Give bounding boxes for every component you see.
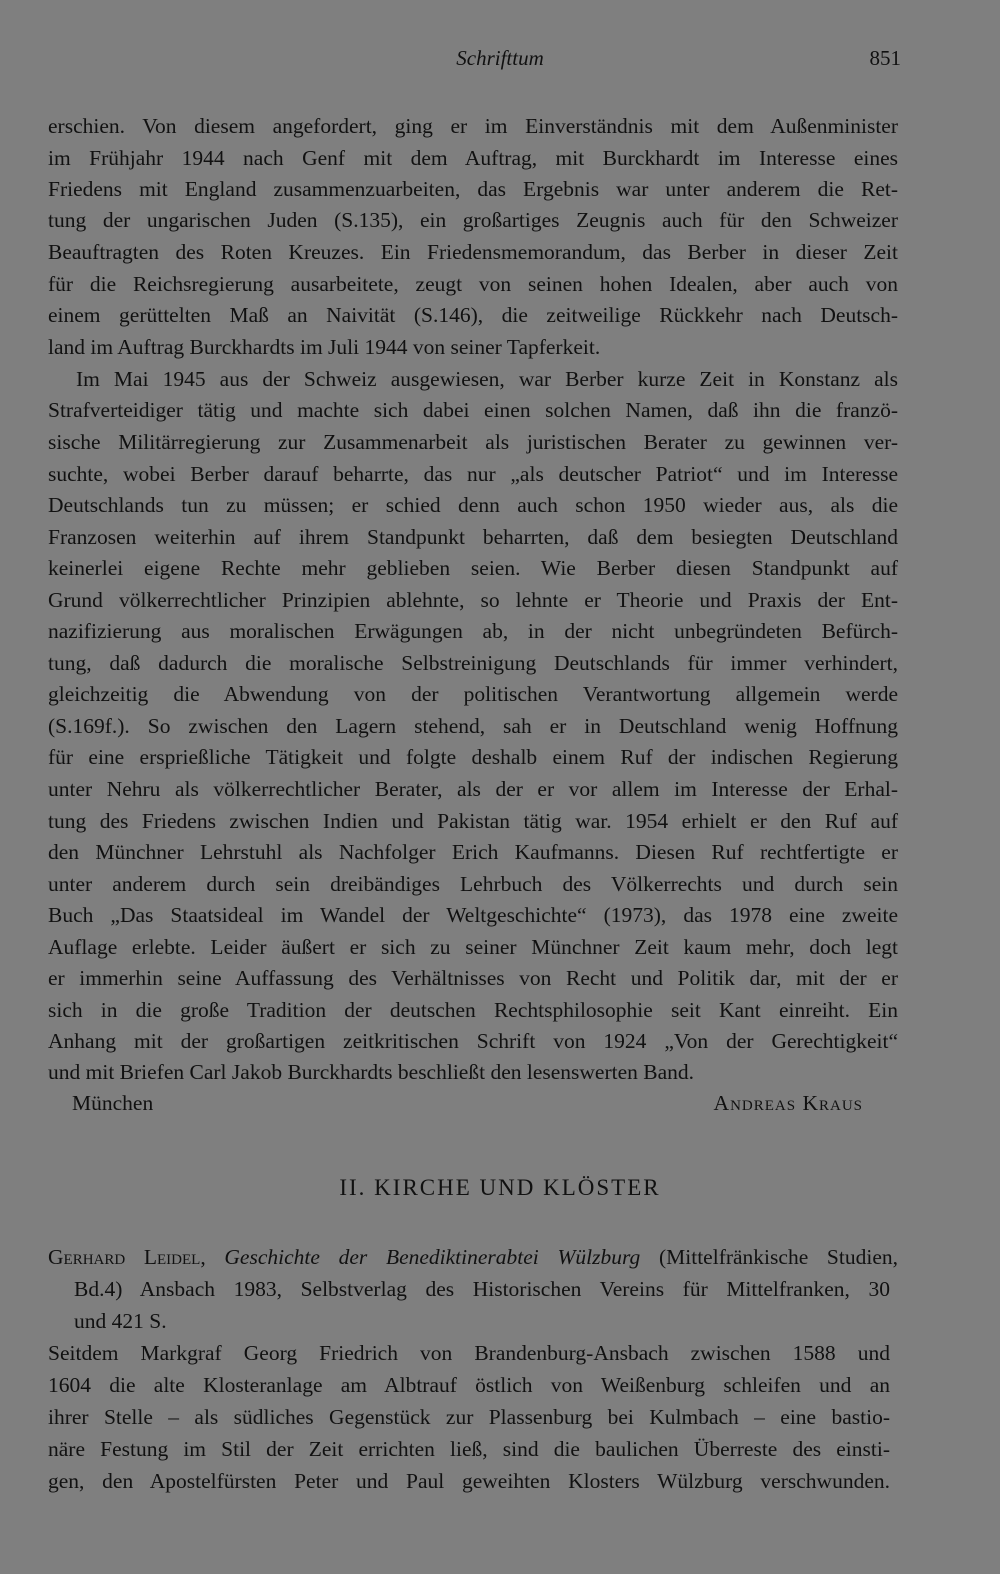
text-line: erschien. Von diesem angefordert, ging er im Einverständnis mit dem Außenminister — [48, 114, 898, 138]
cited-series: (Mittelfränkische Studien, — [658, 1245, 898, 1269]
text-line: Auflage erlebte. Leider äußert er sich zu seiner Münchner Zeit kaum mehr, doch legt — [48, 935, 898, 959]
text-line: Im Mai 1945 aus der Schweiz ausgewiesen, war Berber kurze Zeit in Konstanz als — [76, 367, 898, 391]
text-line: Buch „Das Staatsideal im Wandel der Weltgeschichte“ (1973), das 1978 eine zweite — [48, 903, 898, 927]
text-line: Beauftragten des Roten Kreuzes. Ein Friedensmemorandum, das Berber in dieser Zeit — [48, 240, 898, 264]
review-place: München — [72, 1091, 154, 1115]
page-number: 851 — [869, 46, 901, 70]
text-line: Anhang mit der großartigen zeitkritischen Schrift von 1924 „Von der Gerechtigkeit“ — [48, 1029, 898, 1053]
text-line: (S.169f.). So zwischen den Lagern stehend, sah er in Deutschland wenig Hoffnung — [48, 714, 898, 738]
cited-author: Gerhard Leidel, — [48, 1245, 206, 1269]
text-line: gleichzeitig die Abwendung von der politischen Verantwortung allgemein werde — [48, 682, 898, 706]
text-line: tung der ungarischen Juden (S.135), ein großartiges Zeugnis auch für den Schweizer — [48, 208, 898, 232]
text-line: unter Nehru als völkerrechtlicher Berater, als der er vor allem im Interesse der Erhal- — [48, 777, 898, 801]
text-line: Grund völkerrechtlicher Prinzipien ablehnte, so lehnte er Theorie und Praxis der Ent- — [48, 588, 898, 612]
text-line: Deutschlands tun zu müssen; er schied denn auch schon 1950 wieder aus, als die — [48, 493, 898, 517]
text-line: und mit Briefen Carl Jakob Burckhardts beschließt den lesenswerten Band. — [48, 1060, 695, 1084]
text-line: Franzosen weiterhin auf ihrem Standpunkt beharrten, daß dem besiegten Deutschland — [48, 525, 898, 549]
text-line: tung des Friedens zwischen Indien und Pakistan tätig war. 1954 erhielt er den Ruf auf — [48, 809, 898, 833]
text-line: land im Auftrag Burckhardts im Juli 1944 von seiner Tapferkeit. — [48, 335, 601, 359]
text-line: für die Reichsregierung ausarbeitete, zeugt von seinen hohen Idealen, aber auch von — [48, 272, 898, 296]
citation-line: Bd.4) Ansbach 1983, Selbstverlag des Historischen Vereins für Mittelfranken, 30 — [74, 1277, 890, 1301]
text-line: ihrer Stelle – als südliches Gegenstück zur Plassenburg bei Kulmbach – eine bastio- — [48, 1405, 890, 1429]
review-author: Andreas Kraus — [713, 1091, 863, 1115]
text-line: Strafverteidiger tätig und machte sich dabei einen solchen Namen, daß ihn die franzö- — [48, 398, 898, 422]
text-line: den Münchner Lehrstuhl als Nachfolger Erich Kaufmanns. Diesen Ruf rechtfertigte er — [48, 840, 898, 864]
running-title: Schrifttum — [456, 46, 544, 70]
text-line: im Frühjahr 1944 nach Genf mit dem Auftrag, mit Burckhardt im Interesse eines — [48, 146, 898, 170]
text-line: einem gerüttelten Maß an Naivität (S.146), die zeitweilige Rückkehr nach Deutsch- — [48, 303, 898, 327]
text-line: keinerlei eigene Rechte mehr geblieben seien. Wie Berber diesen Standpunkt auf — [48, 556, 898, 580]
text-line: Seitdem Markgraf Georg Friedrich von Brandenburg-Ansbach zwischen 1588 und — [48, 1341, 890, 1365]
cited-title: Geschichte der Benediktinerabtei Wülzburg — [224, 1245, 641, 1269]
text-line: gen, den Apostelfürsten Peter und Paul geweihten Klosters Wülzburg verschwunden. — [48, 1469, 890, 1493]
text-line: tung, daß dadurch die moralische Selbstreinigung Deutschlands für immer verhindert, — [48, 651, 898, 675]
text-line: für eine ersprießliche Tätigkeit und folgte deshalb einem Ruf der indischen Regierung — [48, 745, 898, 769]
citation-line: und 421 S. — [74, 1309, 167, 1333]
text-line: er immerhin seine Auffassung des Verhältnisses von Recht und Politik dar, mit der er — [48, 966, 898, 990]
running-head — [0, 46, 1000, 78]
text-line: nazifizierung aus moralischen Erwägungen ab, in der nicht unbegründeten Befürch- — [48, 619, 898, 643]
text-line: unter anderem durch sein dreibändiges Lehrbuch des Völkerrechts und durch sein — [48, 872, 898, 896]
text-line: sische Militärregierung zur Zusammenarbeit als juristischen Berater zu gewinnen ver- — [48, 430, 898, 454]
citation-line — [48, 1241, 898, 1273]
text-line: Friedens mit England zusammenzuarbeiten, das Ergebnis war unter anderem die Ret- — [48, 177, 898, 201]
text-line: näre Festung im Stil der Zeit errichten ließ, sind die baulichen Überreste des einsti- — [48, 1437, 890, 1461]
text-line: sich in die große Tradition der deutschen Rechtsphilosophie seit Kant einreiht. Ein — [48, 998, 898, 1022]
text-line: suchte, wobei Berber darauf beharrte, das nur „als deutscher Patriot“ und im Interesse — [48, 462, 898, 486]
section-heading: II. KIRCHE UND KLÖSTER — [339, 1175, 661, 1200]
text-line: 1604 die alte Klosteranlage am Albtrauf östlich von Weißenburg schleifen und an — [48, 1373, 890, 1397]
